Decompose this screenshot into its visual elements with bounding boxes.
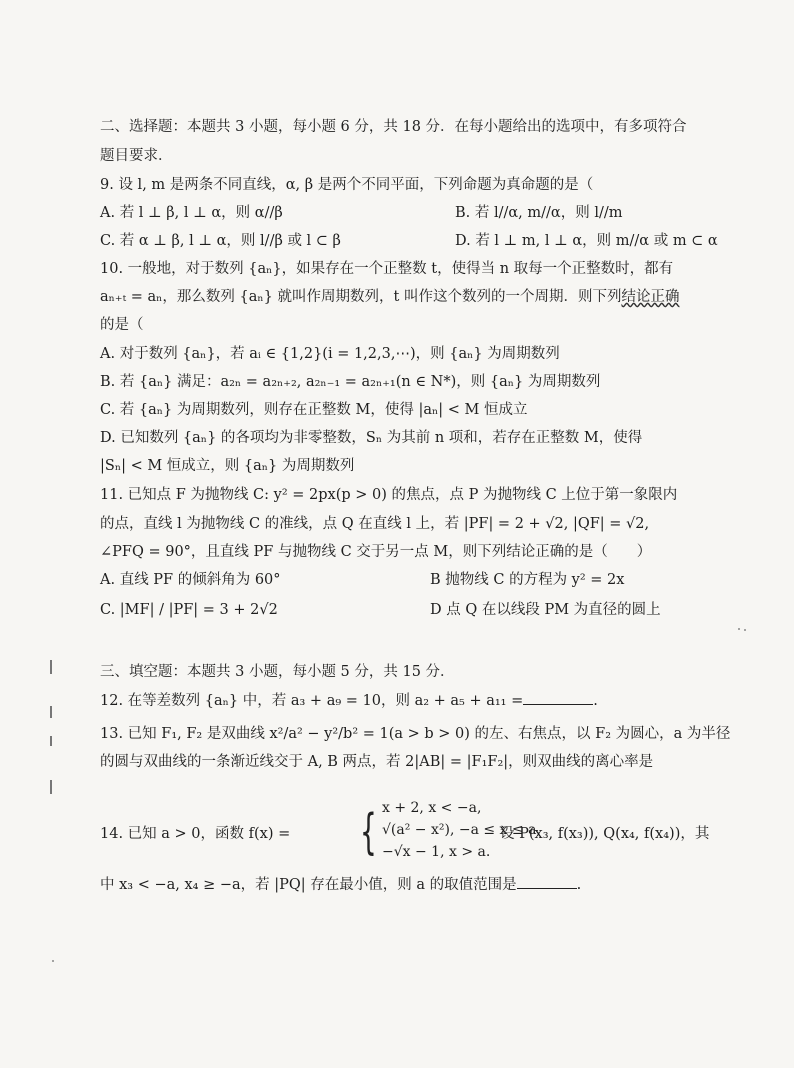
q9-option-c: C. 若 α ⊥ β, l ⊥ α，则 l//β 或 l ⊂ β xyxy=(100,233,341,249)
q14-line2-text: 中 x₃ < −a, x₄ ≥ −a，若 |PQ| 存在最小值，则 a 的取值范围是 xyxy=(100,877,517,893)
q10-stem-line2 xyxy=(100,287,700,307)
scan-mark xyxy=(50,706,52,718)
q9-options-row1 xyxy=(100,203,700,223)
q12-end: . xyxy=(593,693,598,709)
scan-dot xyxy=(52,960,54,962)
q13-stem-line2: 的圆与双曲线的一条渐近线交于 A, B 两点，若 2|AB| = |F₁F₂|，则双曲线的离心率是 xyxy=(100,754,654,770)
q10-stem-line3: 的是（ xyxy=(100,317,144,333)
scan-mark xyxy=(50,660,52,674)
scan-mark xyxy=(50,780,52,794)
q10-option-d-line2: |Sₙ| < M 恒成立，则 {aₙ} 为周期数列 xyxy=(100,458,355,474)
q10-underlined-phrase: 结论正确 xyxy=(621,289,680,305)
q11-options-row1 xyxy=(100,570,700,590)
q14-end: . xyxy=(576,877,582,893)
q14-line2 xyxy=(100,874,700,895)
q14-case-1: x + 2, x < −a, xyxy=(382,800,482,816)
q11-option-d: D 点 Q 在以线段 PM 为直径的圆上 xyxy=(430,602,661,618)
q11-options-row2 xyxy=(100,600,700,620)
q11-stem-line3: ∠PFQ = 90°，且直线 PF 与抛物线 C 交于另一点 M，则下列结论正确的是（ ） xyxy=(100,544,652,560)
scan-dot xyxy=(738,628,740,630)
q11-option-b: B 抛物线 C 的方程为 y² = 2x xyxy=(430,572,625,588)
q11-stem-line2: 的点，直线 l 为抛物线 C 的准线，点 Q 在直线 l 上，若 |PF| = 2 + √2, |QF| = √2, xyxy=(100,516,650,532)
scan-mark xyxy=(50,736,52,746)
q11-stem-line1: 11. 已知点 F 为抛物线 C: y² = 2px(p > 0) 的焦点，点 P 为抛物线 C 上位于第一象限内 xyxy=(100,487,678,503)
q14-function-block xyxy=(100,800,710,866)
q12-line xyxy=(100,690,700,711)
q14-case-2: √(a² − x²), −a ≤ x ≤ a, xyxy=(382,822,541,838)
q9-option-b: B. 若 l//α, m//α，则 l//m xyxy=(455,205,623,221)
q10-option-c: C. 若 {aₙ} 为周期数列，则存在正整数 M，使得 |aₙ| < M 恒成立 xyxy=(100,402,528,418)
section3-title: 三、填空题：本题共 3 小题，每小题 5 分，共 15 分． xyxy=(100,664,455,680)
q10-option-d-line1: D. 已知数列 {aₙ} 的各项均为非零整数，Sₙ 为其前 n 项和，若存在正整数 M，使得 xyxy=(100,430,643,446)
q14-tail: 设 P(x₃, f(x₃)), Q(x₄, f(x₄))，其 xyxy=(500,826,710,842)
q14-case-3: −√x − 1, x > a. xyxy=(382,844,491,860)
q9-option-a: A. 若 l ⊥ β, l ⊥ α，则 α//β xyxy=(100,205,283,221)
q9-stem: 9. 设 l, m 是两条不同直线，α, β 是两个不同平面，下列命题为真命题的是（ xyxy=(100,177,594,193)
q14-brace: { xyxy=(360,804,377,860)
q12-answer-blank[interactable] xyxy=(523,690,593,705)
q11-option-c: C. |MF| / |PF| = 3 + 2√2 xyxy=(100,602,278,618)
section2-title-line2: 题目要求． xyxy=(100,148,173,164)
q10-stem-line1: 10. 一般地，对于数列 {aₙ}，如果存在一个正整数 t，使得当 n 取每一个正整数时，都有 xyxy=(100,261,674,277)
q13-stem-line1: 13. 已知 F₁, F₂ 是双曲线 x²/a² − y²/b² = 1(a > b > 0) 的左、右焦点，以 F₂ 为圆心，a 为半径 xyxy=(100,726,731,742)
q9-options-row2 xyxy=(100,231,718,251)
q11-option-a: A. 直线 PF 的倾斜角为 60° xyxy=(100,572,281,588)
scan-dot xyxy=(744,629,746,631)
section2-title-line1: 二、选择题：本题共 3 小题，每小题 6 分，共 18 分．在每小题给出的选项中，有多项符合 xyxy=(100,119,687,135)
q12-text: 12. 在等差数列 {aₙ} 中，若 a₃ + a₉ = 10，则 a₂ + a₅ + a₁₁ = xyxy=(100,693,524,709)
q9-option-d: D. 若 l ⊥ m, l ⊥ α，则 m//α 或 m ⊂ α xyxy=(455,233,718,249)
q14-answer-blank[interactable] xyxy=(517,874,577,889)
q10-stem-line2-main: aₙ₊ₜ = aₙ，那么数列 {aₙ} 就叫作周期数列，t 叫作这个数列的一个周期．则下列 xyxy=(100,289,622,305)
q10-option-a: A. 对于数列 {aₙ}，若 aᵢ ∈ {1,2}(i = 1,2,3,⋯)，则 {aₙ} 为周期数列 xyxy=(100,346,560,362)
q10-option-b: B. 若 {aₙ} 满足：a₂ₙ = a₂ₙ₊₂, a₂ₙ₋₁ = a₂ₙ₊₁(n ∈ N*)，则 {aₙ} 为周期数列 xyxy=(100,374,601,390)
q14-lead: 14. 已知 a > 0，函数 f(x) = xyxy=(100,826,291,842)
